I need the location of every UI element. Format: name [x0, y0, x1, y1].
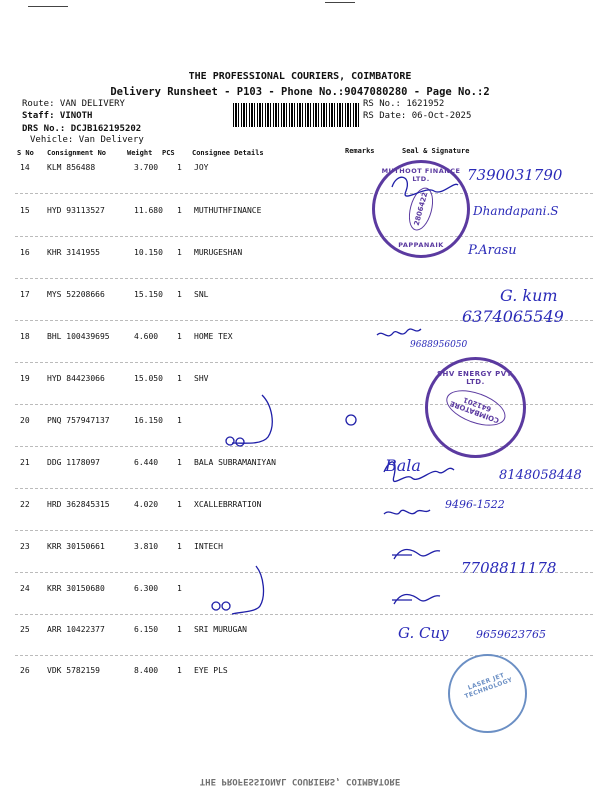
- row-weight: 3.810: [134, 542, 159, 551]
- row-sno: 23: [20, 542, 30, 551]
- muthoot-finance-seal: MUTHOOT FINANCE LTD. 2806422 PAPPANAIK: [372, 160, 470, 258]
- staff-text: Staff: VINOTH: [22, 111, 93, 121]
- row-pcs: 1: [177, 248, 182, 257]
- signature-row14: [392, 177, 458, 196]
- hand-name-2: P.Arasu: [468, 243, 517, 258]
- row-sno: 26: [20, 666, 30, 675]
- row-pcs: 1: [177, 584, 182, 593]
- hand-name-1: Dhandapani.S: [473, 204, 559, 218]
- shv-energy-seal: SHV ENERGY PVT. LTD. COIMBATORE 641201: [425, 357, 526, 458]
- row-sno: 21: [20, 458, 30, 467]
- row-consignment: BHL 100439695: [47, 332, 110, 341]
- row-consignee: SRI MURUGAN: [194, 625, 247, 634]
- row-sno: 22: [20, 500, 30, 509]
- row-sno: 25: [20, 625, 30, 634]
- hand-phone-2: 6374065549: [462, 307, 564, 326]
- hand-sign-gcuy: G. Cuy: [398, 624, 449, 642]
- row-consignee: EYE PLS: [194, 666, 228, 675]
- row-consignment: PNQ 757947137: [47, 416, 110, 425]
- col-remarks: Remarks: [345, 147, 375, 155]
- row-weight: 10.150: [134, 248, 163, 257]
- col-consignee: Consignee Details: [192, 149, 264, 157]
- row-consignment: KHR 3141955: [47, 248, 100, 257]
- row-consignee: XCALLEBRRATION: [194, 500, 262, 509]
- mirror-bleed-text: THE PROFESSIONAL COURIERS, COIMBATORE: [199, 776, 401, 786]
- row-sno: 18: [20, 332, 30, 341]
- hand-phone-7: 9659623765: [476, 628, 546, 641]
- row-consignment: HYD 84423066: [47, 374, 105, 383]
- row-consignee: JOY: [194, 163, 209, 172]
- row-consignee: SNL: [194, 290, 209, 299]
- row-pcs: 1: [177, 625, 182, 634]
- hand-sign-bala: Bala: [385, 456, 421, 475]
- row-sno: 16: [20, 248, 30, 257]
- row-sno: 14: [20, 163, 30, 172]
- hand-phone-6: 7708811178: [461, 559, 557, 577]
- row-sno: 15: [20, 206, 30, 215]
- row-weight: 11.680: [134, 206, 163, 215]
- laser-jet-seal: LASER JET TECHNOLOGY: [448, 654, 527, 733]
- signature-row20: [232, 395, 272, 443]
- signature-row23: [392, 550, 440, 560]
- hand-phone-3: 9688956050: [410, 340, 468, 350]
- signature-row18: [377, 329, 421, 336]
- row-pcs: 1: [177, 500, 182, 509]
- signature-row24: [232, 566, 263, 614]
- row-consignee: MUTHUTHFINANCE: [194, 206, 262, 215]
- row-consignment: KLM 856488: [47, 163, 96, 172]
- runsheet-title: Delivery Runsheet - P103 - Phone No.:9047080280 - Page No.:2: [110, 86, 490, 98]
- row-pcs: 1: [177, 542, 182, 551]
- row-consignee: INTECH: [194, 542, 223, 551]
- row-consignment: VDK 5782159: [47, 666, 100, 675]
- row-weight: 15.150: [134, 290, 163, 299]
- row-sno: 17: [20, 290, 30, 299]
- row-pcs: 1: [177, 458, 182, 467]
- row-pcs: 1: [177, 163, 182, 172]
- row-consignment: KRR 30150661: [47, 542, 105, 551]
- row-consignment: MYS 52208666: [47, 290, 105, 299]
- signature-row22: [384, 510, 430, 514]
- row-weight: 4.600: [134, 332, 159, 341]
- rs-date: RS Date: 06-Oct-2025: [363, 111, 472, 121]
- col-sno: S No: [17, 149, 34, 157]
- row-consignment: ARR 10422377: [47, 625, 105, 634]
- row-weight: 8.400: [134, 666, 159, 675]
- row-consignment: HRD 362845315: [47, 500, 110, 509]
- row-consignment: KRR 30150680: [47, 584, 105, 593]
- row-consignee: MURUGESHAN: [194, 248, 243, 257]
- row-pcs: 1: [177, 332, 182, 341]
- row-consignment: HYD 93113527: [47, 206, 105, 215]
- row-sno: 24: [20, 584, 30, 593]
- col-consignment: Consignment No: [47, 149, 107, 157]
- company-title: THE PROFESSIONAL COURIERS, COIMBATORE: [188, 71, 412, 82]
- row-pcs: 1: [177, 416, 182, 425]
- row-pcs: 1: [177, 666, 182, 675]
- rs-number: RS No.: 1621952: [363, 99, 445, 109]
- drs-number: DRS No.: DCJB162195202: [22, 124, 142, 134]
- row-weight: 15.050: [134, 374, 163, 383]
- signature-row24b: [392, 595, 440, 605]
- row-consignment: DDG 1178097: [47, 458, 100, 467]
- row-pcs: 1: [177, 290, 182, 299]
- row-weight: 6.300: [134, 584, 159, 593]
- row-sno: 20: [20, 416, 30, 425]
- row-consignee: HOME TEX: [194, 332, 233, 341]
- col-seal: Seal & Signature: [402, 147, 470, 155]
- hand-phone-1: 7390031790: [467, 166, 563, 184]
- row-consignee: BALA SUBRAMANIYAN: [194, 458, 276, 467]
- row-weight: 6.440: [134, 458, 159, 467]
- row-consignee: SHV: [194, 374, 209, 383]
- row-sno: 19: [20, 374, 30, 383]
- hand-phone-5: 9496-1522: [445, 498, 505, 511]
- col-pcs: PCS: [162, 149, 175, 157]
- route-text: Route: VAN DELIVERY: [22, 99, 125, 109]
- row-weight: 4.020: [134, 500, 159, 509]
- row-pcs: 1: [177, 206, 182, 215]
- col-weight: Weight: [127, 149, 153, 157]
- hand-sign-gkum: G. kum: [500, 286, 558, 305]
- hand-phone-4: 8148058448: [499, 468, 582, 483]
- row-weight: 6.150: [134, 625, 159, 634]
- row-weight: 3.700: [134, 163, 159, 172]
- vehicle-text: Vehicle: Van Delivery: [30, 135, 144, 145]
- row-weight: 16.150: [134, 416, 163, 425]
- row-pcs: 1: [177, 374, 182, 383]
